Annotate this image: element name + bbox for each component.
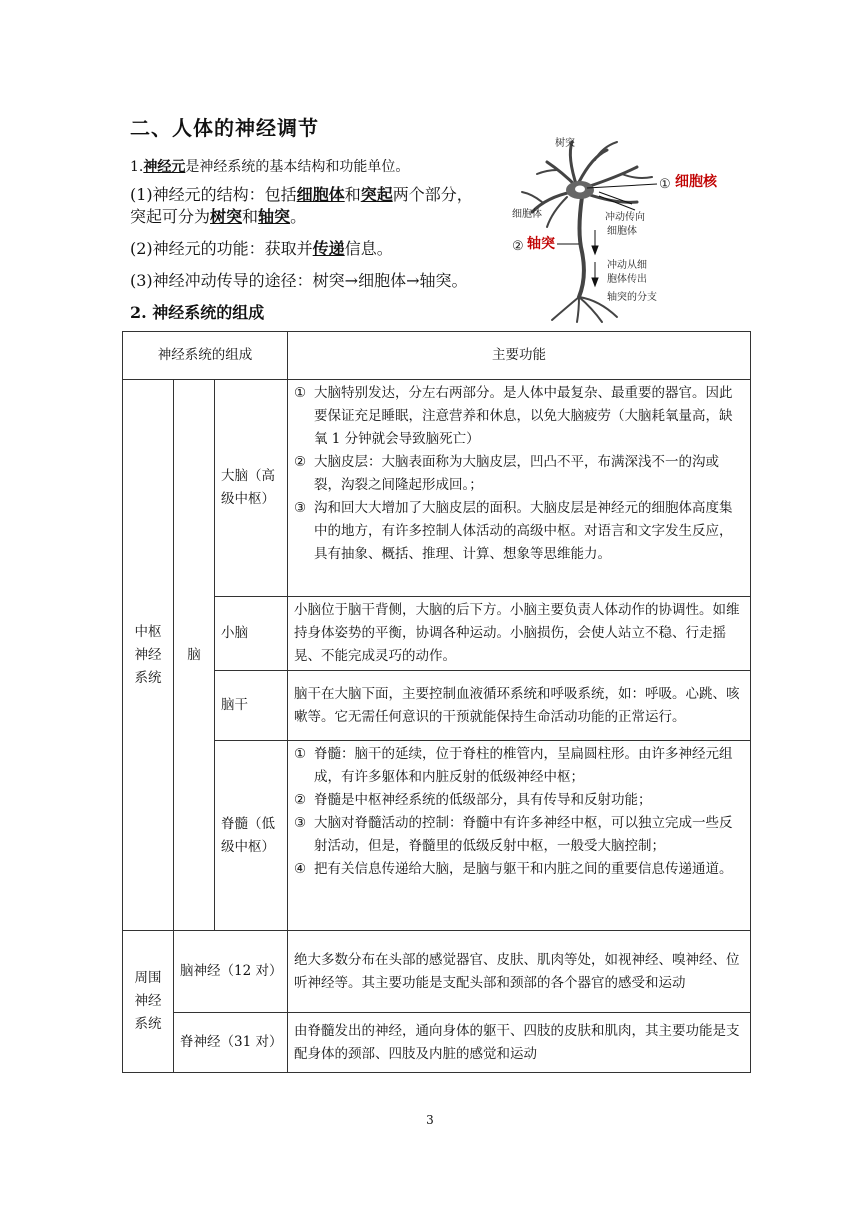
- nervous-system-table: [122, 331, 751, 1073]
- cell-brain: 脑: [174, 380, 215, 931]
- label-impulse-to: 冲动传向: [605, 212, 645, 223]
- cell-brainstem: 脑干: [215, 671, 288, 741]
- neuron-figure: [507, 132, 732, 327]
- table-row: [123, 597, 751, 671]
- cell-peripheral-nervous-system: 周围神经系统: [123, 931, 174, 1073]
- header-composition: 神经系统的组成: [123, 332, 288, 380]
- cell-cerebrum-function: ① 大脑特别发达，分左右两部分。是人体中最复杂、最重要的器官。因此要保证充足睡眠，注意营养和休息，以免大脑疲劳（大脑耗氧量高，缺氧 1 分钟就会导致脑死亡） ② 大脑皮层：大脑表面称为大脑皮层，凹凸不平，布满深浅不一的沟或裂，沟裂之间隆起形成回。； ③ 沟和回大大增加了大脑皮层的面积。大脑皮层是神经元的细胞体高度集中的地方，有许多控制人体活动的高级中枢。对语言和文字发生反应，具有抽象、概括、推理、计算、想象等思维能力。: [288, 380, 751, 597]
- cell-cerebellum-function: 小脑位于脑干背侧，大脑的后下方。小脑主要负责人体动作的协调性。如维持身体姿势的平衡，协调各种运动。小脑损伤，会使人站立不稳、行走摇晃、不能完成灵巧的动作。: [288, 597, 751, 671]
- section2-title: 2. 神经系统的组成: [130, 303, 265, 322]
- page-number: 3: [426, 1113, 434, 1127]
- label-impulse-from: 冲动从细: [607, 260, 647, 271]
- paragraph-function: (2)神经元的功能：获取并传递信息。: [130, 239, 393, 258]
- paragraph-pathway: (3)神经冲动传导的途径：树突→细胞体→轴突。: [130, 271, 468, 290]
- cell-cerebellum: 小脑: [215, 597, 288, 671]
- table-row: [123, 931, 751, 1013]
- header-function: 主要功能: [288, 332, 751, 380]
- table-row: [123, 741, 751, 931]
- label-nucleus: 细胞核: [675, 174, 717, 190]
- cell-central-nervous-system: 中枢神经系统: [123, 380, 174, 931]
- label-axon: 轴突: [527, 236, 555, 252]
- label-cell-body: 细胞体: [512, 209, 542, 220]
- label-dendrite: 树突: [555, 138, 575, 149]
- label-axon-num: ②: [512, 239, 524, 254]
- cell-cerebrum: 大脑（高级中枢）: [215, 380, 288, 597]
- cell-spinal-cord: 脊髓（低级中枢）: [215, 741, 288, 931]
- cell-spinal-cord-function: ① 脊髓：脑干的延续，位于脊柱的椎管内，呈扁圆柱形。由许多神经元组成，有许多躯体和内脏反射的低级神经中枢； ② 脊髓是中枢神经系统的低级部分，具有传导和反射功能； ③ 大脑对脊髓活动的控制：脊髓中有许多神经中枢，可以独立完成一些反射活动，但是，脊髓里的低级反射中枢，一般受大脑控制； ④ 把有关信息传递给大脑，是脑与躯干和内脏之间的重要信息传递通道。: [288, 741, 751, 931]
- table-header-row: [123, 332, 751, 380]
- paragraph-neuron-definition: 1.神经元是神经系统的基本结构和功能单位。: [130, 159, 410, 175]
- table-row: [123, 1013, 751, 1073]
- term-neuron: 神经元: [143, 159, 186, 175]
- neuron-diagram: [507, 132, 732, 327]
- table-row: [123, 380, 751, 597]
- cell-spinal-nerves: 脊神经（31 对）: [174, 1013, 288, 1073]
- section-title: 二、人体的神经调节: [130, 116, 319, 140]
- cell-cranial-nerves: 脑神经（12 对）: [174, 931, 288, 1013]
- label-axon-branch: 轴突的分支: [607, 292, 657, 303]
- cell-brainstem-function: 脑干在大脑下面，主要控制血液循环系统和呼吸系统，如：呼吸。心跳、咳嗽等。它无需任何意识的干预就能保持生命活动功能的正常运行。: [288, 671, 751, 741]
- cell-spinal-nerves-function: 由脊髓发出的神经，通向身体的躯干、四肢的皮肤和肌肉，其主要功能是支配身体的颈部、四肢及内脏的感觉和运动: [288, 1013, 751, 1073]
- table-row: [123, 671, 751, 741]
- paragraph-structure: (1)神经元的结构：包括细胞体和突起两个部分， 突起可分为树突和轴突。: [130, 185, 473, 226]
- label-impulse-from-2: 胞体传出: [607, 274, 647, 285]
- label-nucleus-num: ①: [659, 177, 671, 192]
- cell-cranial-function: 绝大多数分布在头部的感觉器官、皮肤、肌肉等处，如视神经、嗅神经、位听神经等。其主要功能是支配头部和颈部的各个器官的感受和运动: [288, 931, 751, 1013]
- label-impulse-to-2: 细胞体: [607, 226, 637, 237]
